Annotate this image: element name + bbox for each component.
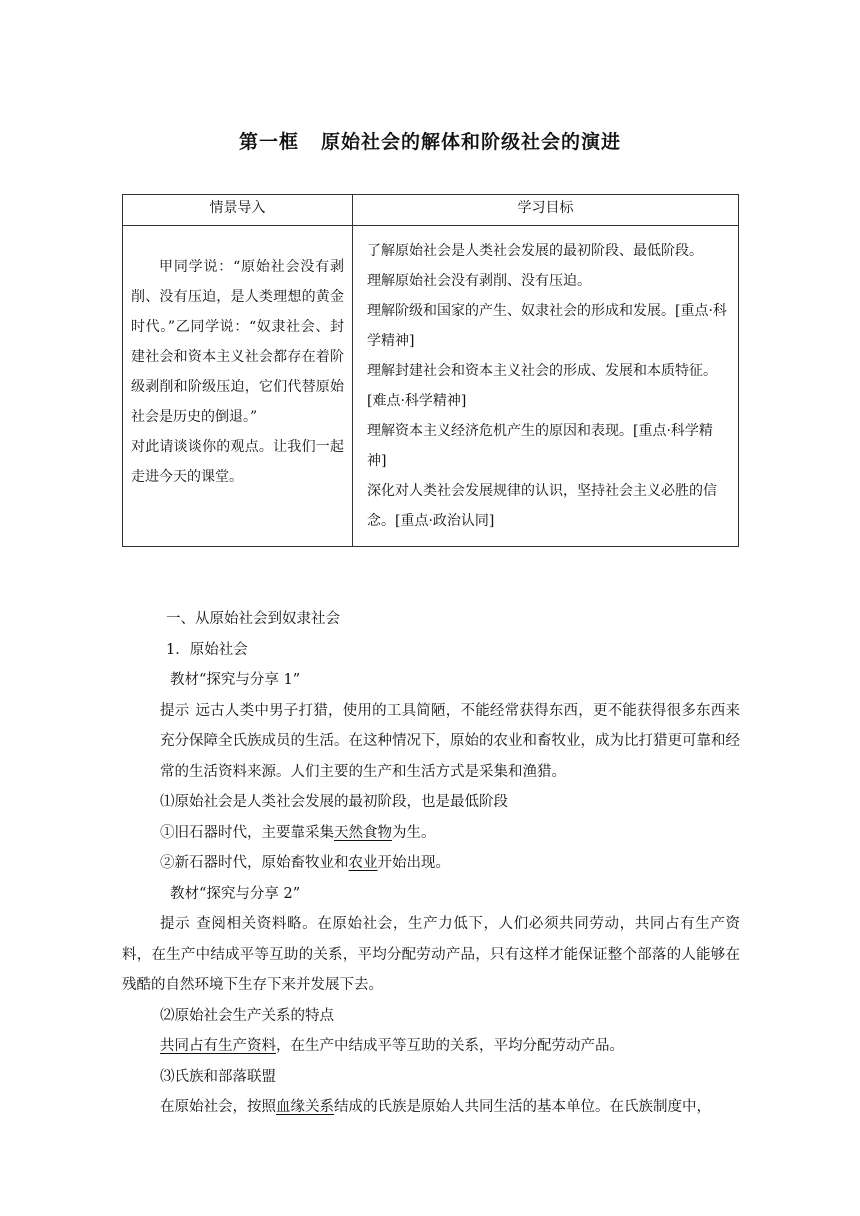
hint-text: 查阅相关资料略。在原始社会，生产力低下，人们必须共同劳动，共同占有生产资料，在生产中结成平等互助的关系，平均分配劳动产品，只有这样才能保证整个部落的人能够在残酷的自然环境下生存下来并发展下去。 [122, 916, 741, 993]
goals-cell [353, 226, 739, 547]
point-heading: ⑶氏族和部落联盟 [160, 1068, 276, 1085]
title-part2: 原始社会的解体和阶级社会的演进 [321, 131, 622, 153]
point-heading: ⑵原始社会生产关系的特点 [160, 1007, 334, 1024]
scenario-cell [123, 226, 353, 547]
table-header-goals: 学习目标 [353, 195, 739, 226]
goal-item: 理解资本主义经济危机产生的原因和表现。[重点·科学精神] [367, 423, 713, 469]
lesson-body [122, 604, 741, 1123]
page-title [0, 127, 860, 154]
hint-label: 提示 [160, 916, 191, 932]
title-part1: 第一框 [238, 131, 299, 153]
intro-table [122, 194, 739, 547]
scenario-dialogue: 甲同学说：“原始社会没有剥削、没有压迫，是人类理想的黄金时代。”乙同学说：“奴隶社会、封建社会和资本主义社会都存在着阶级剥削和阶级压迫，它们代替原始社会是历史的倒退。” [131, 259, 344, 425]
hint-paragraph [160, 696, 740, 788]
section-heading: 一、从原始社会到奴隶社会 [166, 611, 340, 627]
point-heading: ⑴原始社会是人类社会发展的最初阶段，也是最低阶段 [160, 794, 508, 810]
underlined-answer: 血缘关系 [276, 1099, 334, 1115]
point-item: 共同占有生产资料，在生产中结成平等互助的关系，平均分配劳动产品。 [160, 1038, 624, 1054]
textbook-reference: 教材“探究与分享 2” [170, 885, 301, 902]
point-item: ②新石器时代，原始畜牧业和农业开始出现。 [160, 855, 450, 871]
underlined-answer: 共同占有生产资料 [160, 1038, 276, 1054]
goal-item: 了解原始社会是人类社会发展的最初阶段、最低阶段。 [367, 243, 703, 259]
scenario-prompt: 对此请谈谈你的观点。让我们一起走进今天的课堂。 [131, 439, 344, 485]
hint-label: 提示 [160, 702, 190, 719]
point-item: 在原始社会，按照血缘关系结成的氏族是原始人共同生活的基本单位。在氏族制度中， [160, 1099, 711, 1115]
hint-text: 远古人类中男子打猎，使用的工具简陋，不能经常获得东西，更不能获得很多东西来充分保障全氏族成员的生活。在这种情况下，原始的农业和畜牧业，成为比打猎更可靠和经常的生活资料来源。人们主要的生产和生活方式是采集和渔猎。 [160, 702, 741, 780]
goal-item: 理解阶级和国家的产生、奴隶社会的形成和发展。[重点·科学精神] [367, 303, 727, 349]
hint-paragraph [122, 909, 740, 1001]
table-header-scenario: 情景导入 [123, 195, 353, 226]
underlined-answer: 农业 [348, 855, 378, 871]
goal-item: 理解原始社会没有剥削、没有压迫。 [367, 273, 591, 289]
goal-item: 深化对人类社会发展规律的认识，坚持社会主义必胜的信念。[重点·政治认同] [367, 483, 717, 529]
point-item: ①旧石器时代，主要靠采集天然食物为生。 [160, 824, 436, 841]
subsection-heading: 1．原始社会 [166, 641, 248, 658]
textbook-reference: 教材“探究与分享 1” [170, 672, 301, 688]
goal-item: 理解封建社会和资本主义社会的形成、发展和本质特征。[难点·科学精神] [367, 363, 717, 409]
underlined-answer: 天然食物 [334, 824, 392, 841]
